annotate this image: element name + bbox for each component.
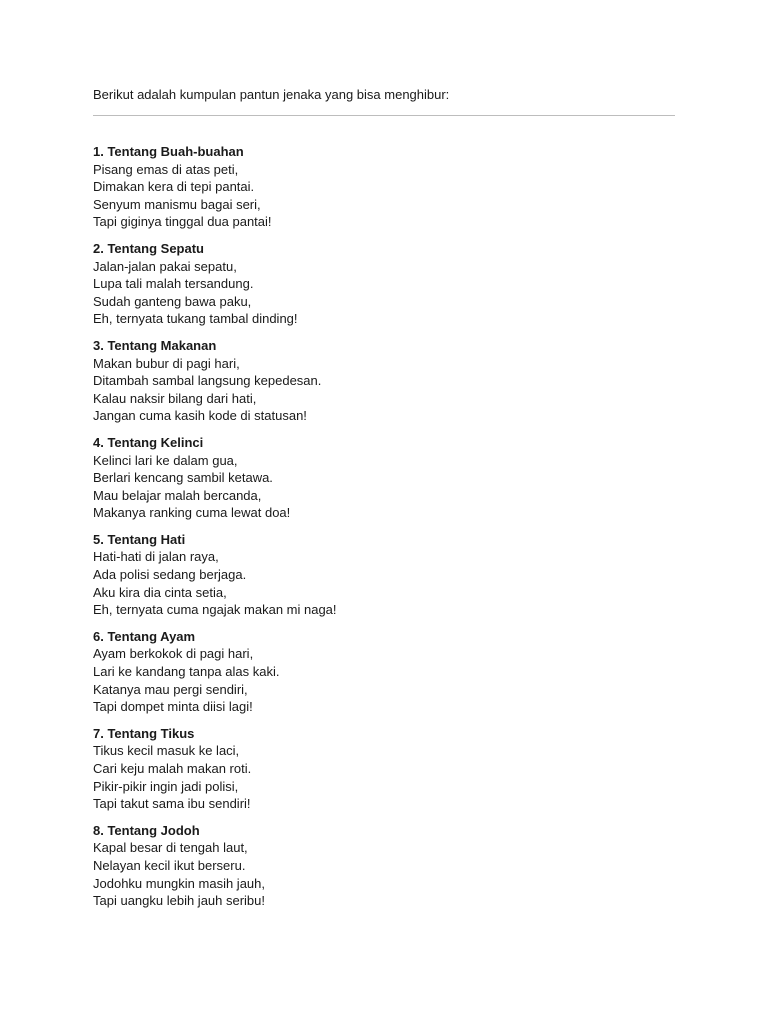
- verse-line: Lari ke kandang tanpa alas kaki.: [93, 664, 280, 680]
- verse-line: Kalau naksir bilang dari hati,: [93, 390, 257, 406]
- pantun-section: [93, 240, 675, 328]
- verse-line: Cari keju malah makan roti.: [93, 761, 252, 776]
- verse-line: Tapi takut sama ibu sendiri!: [93, 796, 251, 812]
- verse-line: Tapi dompet minta diisi lagi!: [93, 699, 253, 715]
- verse-line: Kapal besar di tengah laut,: [93, 840, 248, 856]
- verse-line: Jodohku mungkin masih jauh,: [93, 875, 265, 891]
- pantun-section: [93, 531, 675, 619]
- section-title: 3. Tentang Makanan: [93, 337, 217, 353]
- section-title: 4. Tentang Kelinci: [93, 434, 204, 450]
- section-title: 8. Tentang Jodoh: [93, 822, 200, 838]
- verse-line: Jalan-jalan pakai sepatu,: [93, 258, 237, 274]
- pantun-section: [93, 725, 675, 813]
- verse-line: Lupa tali malah tersandung.: [93, 276, 254, 292]
- verse-line: Berlari kencang sambil ketawa.: [93, 470, 273, 486]
- verse-line: Ada polisi sedang berjaga.: [93, 567, 247, 583]
- verse-line: Hati-hati di jalan raya,: [93, 549, 219, 565]
- verse-line: Nelayan kecil ikut berseru.: [93, 857, 246, 873]
- verse-line: Pisang emas di atas peti,: [93, 161, 239, 177]
- section-title: 1. Tentang Buah-buahan: [93, 144, 244, 159]
- verse-line: Sudah ganteng bawa paku,: [93, 293, 252, 309]
- verse-line: Makan bubur di pagi hari,: [93, 355, 240, 371]
- verse-line: Mau belajar malah bercanda,: [93, 487, 262, 503]
- verse-line: Eh, ternyata tukang tambal dinding!: [93, 311, 298, 327]
- pantun-section: [93, 434, 675, 522]
- section-title: 6. Tentang Ayam: [93, 628, 196, 644]
- pantun-section: [93, 337, 675, 425]
- verse-line: Ditambah sambal langsung kepedesan.: [93, 373, 322, 389]
- intro-text: Berikut adalah kumpulan pantun jenaka yang bisa menghibur:: [93, 87, 450, 102]
- document-page: [93, 86, 675, 919]
- section-title: 7. Tentang Tikus: [93, 725, 195, 741]
- verse-line: Tikus kecil masuk ke laci,: [93, 743, 240, 759]
- horizontal-divider: [93, 115, 675, 116]
- verse-line: Aku kira dia cinta setia,: [93, 584, 227, 600]
- section-title: 5. Tentang Hati: [93, 531, 186, 547]
- verse-line: Dimakan kera di tepi pantai.: [93, 179, 255, 195]
- verse-line: Eh, ternyata cuma ngajak makan mi naga!: [93, 602, 337, 618]
- verse-line: Ayam berkokok di pagi hari,: [93, 646, 254, 662]
- section-title: 2. Tentang Sepatu: [93, 240, 204, 256]
- verse-line: Senyum manismu bagai seri,: [93, 196, 261, 212]
- verse-line: Tapi giginya tinggal dua pantai!: [93, 214, 272, 230]
- verse-line: Makanya ranking cuma lewat doa!: [93, 505, 291, 521]
- pantun-section: [93, 822, 675, 910]
- verse-line: Tapi uangku lebih jauh seribu!: [93, 893, 266, 909]
- verse-line: Jangan cuma kasih kode di statusan!: [93, 408, 307, 424]
- pantun-section: [93, 143, 675, 231]
- pantun-section: [93, 628, 675, 716]
- verse-line: Katanya mau pergi sendiri,: [93, 681, 248, 697]
- verse-line: Pikir-pikir ingin jadi polisi,: [93, 778, 239, 794]
- verse-line: Kelinci lari ke dalam gua,: [93, 452, 238, 468]
